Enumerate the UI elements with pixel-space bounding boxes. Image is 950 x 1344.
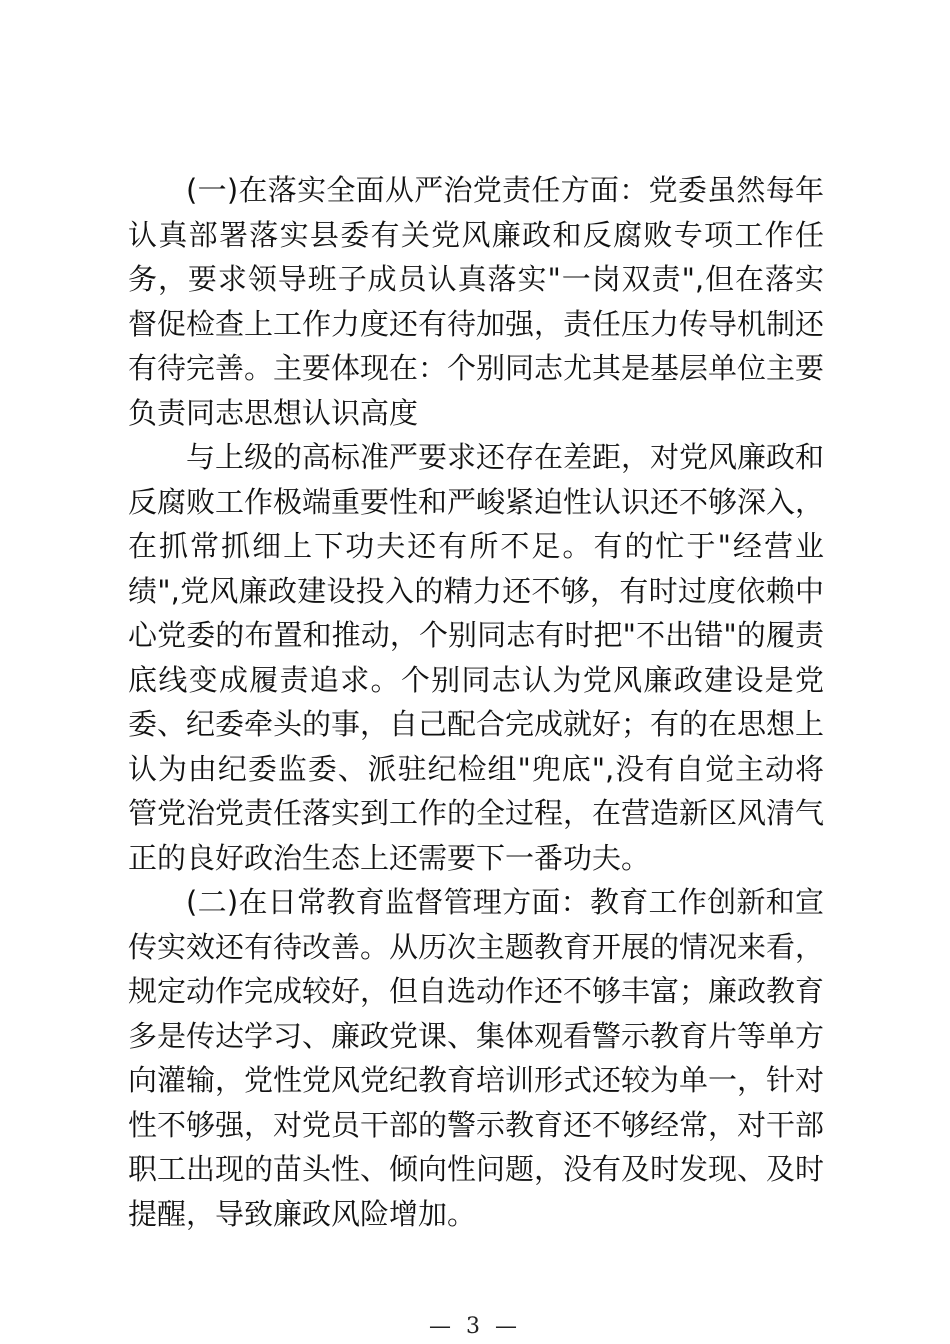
paragraph-1: (一)在落实全面从严治党责任方面：党委虽然每年认真部署落实县委有关党风廉政和反腐败专项工作任务，要求领导班子成员认真落实"一岗双责",但在落实督促检查上工作力度还有待加强，责任压力传导机制还有待完善。主要体现在：个别同志尤其是基层单位主要负责同志思想认识高度 (128, 173, 825, 430)
body-text (128, 168, 824, 1236)
paragraph-3: (二)在日常教育监督管理方面：教育工作创新和宣传实效还有待改善。从历次主题教育开展的情况来看，规定动作完成较好，但自选动作还不够丰富；廉政教育多是传达学习、廉政党课、集体观看警示教育片等单方向灌输，党性党风党纪教育培训形式还较为单一，针对性不够强，对党员干部的警示教育还不够经常，对干部职工出现的苗头性、倾向性问题，没有及时发现、及时提醒，导致廉政风险增加。 (128, 885, 825, 1231)
page-number: — 3 — (429, 1314, 521, 1339)
paragraph-2: 与上级的高标准严要求还存在差距，对党风廉政和反腐败工作极端重要性和严峻紧迫性认识还不够深入，在抓常抓细上下功夫还有所不足。有的忙于"经营业绩",党风廉政建设投入的精力还不够，有时过度依赖中心党委的布置和推动，个别同志有时把"不出错"的履责底线变成履责追求。个别同志认为党风廉政建设是党委、纪委牵头的事，自己配合完成就好；有的在思想上认为由纪委监委、派驻纪检组"兜底",没有自觉主动将管党治党责任落实到工作的全过程，在营造新区风清气正的良好政治生态上还需要下一番功夫。 (128, 440, 825, 875)
